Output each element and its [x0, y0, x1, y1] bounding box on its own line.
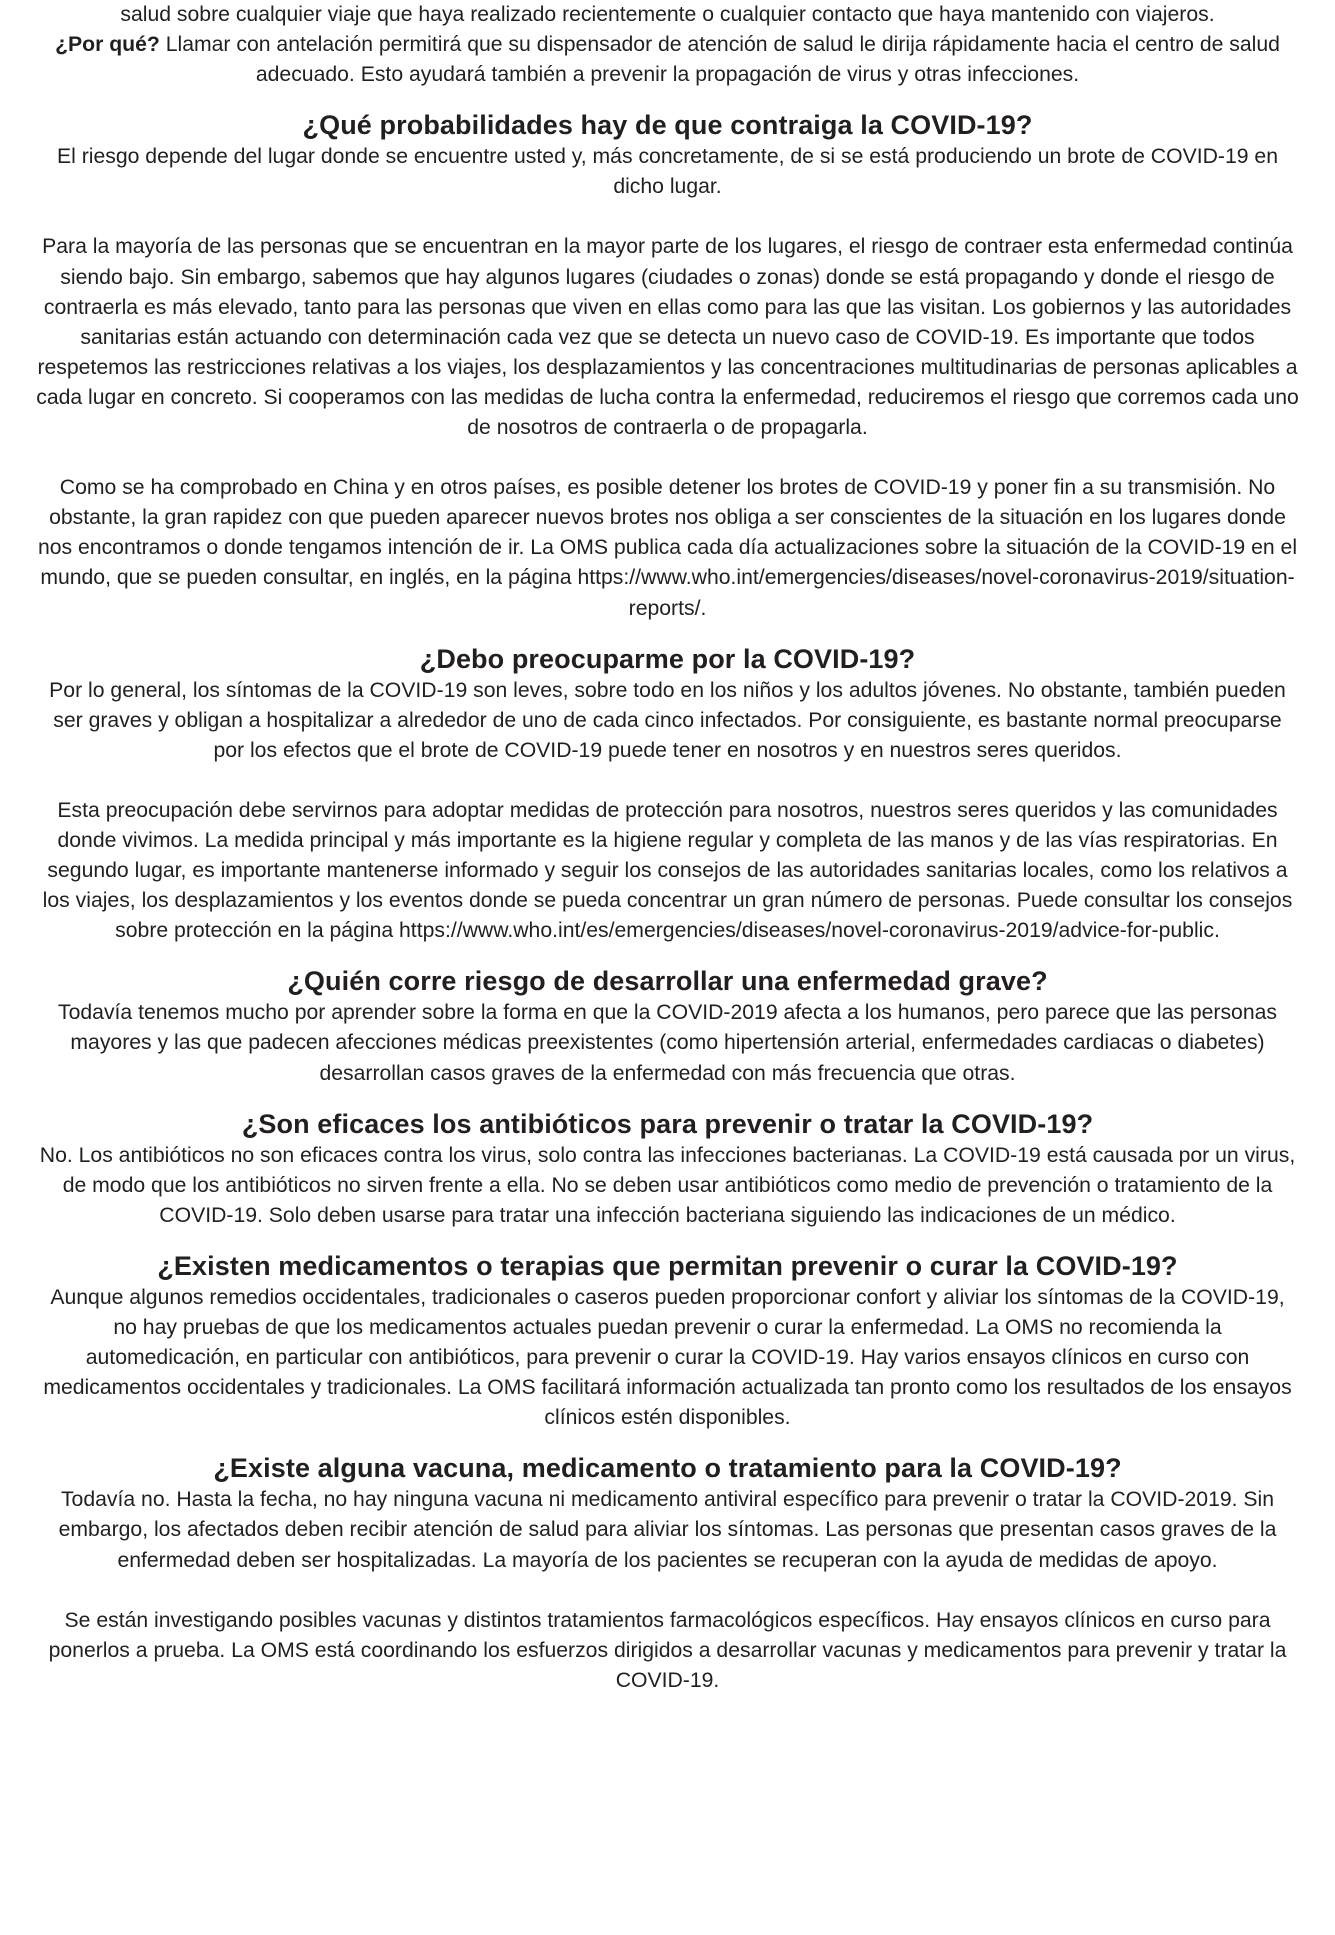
section-paragraph: Por lo general, los síntomas de la COVID-19 son leves, sobre todo en los niños y los adultos jóvenes. No obstante, también pueden ser graves y obligan a hospitalizar a alrededor de uno de cada cinco infectados. Por consiguiente, es bastante normal preocuparse por los efectos que el brote de COVID-19 puede tener en nosotros y en nuestros seres queridos. — [49, 678, 1286, 762]
section-paragraph: No. Los antibióticos no son eficaces contra los virus, solo contra las infecciones bacterianas. La COVID-19 está causada por un virus, de modo que los antibióticos no sirven frente a ella. No se deben usar antibióticos como medio de prevención o tratamiento de la COVID-19. Solo deben usarse para tratar una infección bacteriana siguiendo las indicaciones de un médico. — [39, 1143, 1296, 1227]
why-text: Llamar con antelación permitirá que su dispensador de atención de salud le dirija rápidamente hacia el centro de salud adecuado. Esto ayudará también a prevenir la propagación de virus y otras infecciones. — [159, 33, 1280, 87]
intro-line: salud sobre cualquier viaje que haya realizado recientemente o cualquier contacto que haya mantenido con viajeros. — [120, 3, 1215, 26]
section-heading: ¿Existen medicamentos o terapias que permitan prevenir o curar la COVID-19? — [157, 1250, 1178, 1281]
section-paragraph: Todavía tenemos mucho por aprender sobre la forma en que la COVID-2019 afecta a los humanos, pero parece que las personas mayores y las que padecen afecciones médicas preexistentes (como hipertensión arterial, enfermedades cardiacas o diabetes) desarrollan casos graves de la enfermedad con más frecuencia que otras. — [58, 1001, 1277, 1085]
section-heading: ¿Quién corre riesgo de desarrollar una enfermedad grave? — [287, 966, 1048, 997]
section-paragraph: Todavía no. Hasta la fecha, no hay ninguna vacuna ni medicamento antiviral específico para prevenir o tratar la COVID-2019. Sin embargo, los afectados deben recibir atención de salud para aliviar los síntomas. Las personas que presentan casos graves de la enfermedad deben ser hospitalizadas. La mayoría de los pacientes se recuperan con la ayuda de medidas de apoyo. — [58, 1488, 1277, 1572]
section-paragraph: Esta preocupación debe servirnos para adoptar medidas de protección para nosotros, nuestros seres queridos y las comunidades donde vivimos. La medida principal y más importante es la higiene regular y completa de las manos y de las vías respiratorias. En segundo lugar, es importante mantenerse informado y seguir los consejos de las autoridades sanitarias locales, como los relativos a los viajes, los desplazamientos y los eventos donde se pueda concentrar un gran número de personas. Puede consultar los consejos sobre protección en la página https://www.who.int/es/emergencies/diseases/novel-coronavirus-2019/advice-for-public. — [42, 798, 1293, 943]
intro-text — [36, 0, 1299, 90]
section-paragraph: Como se ha comprobado en China y en otros países, es posible detener los brotes de COVID-19 y poner fin a su transmisión. No obstante, la gran rapidez con que pueden aparecer nuevos brotes nos obliga a ser conscientes de la situación en los lugares donde nos encontramos o donde tengamos intención de ir. La OMS publica cada día actualizaciones sobre la situación de la COVID-19 en el mundo, que se pueden consultar, en inglés, en la página https://www.who.int/emergencies/diseases/novel-coronavirus-2019/situation-reports/. — [37, 476, 1298, 620]
section-heading: ¿Qué probabilidades hay de que contraiga la COVID-19? — [302, 110, 1033, 141]
section-vaccine-treatment — [36, 1451, 1299, 1696]
section-heading: ¿Son eficaces los antibióticos para prevenir o tratar la COVID-19? — [241, 1108, 1094, 1139]
why-label: ¿Por qué? — [55, 33, 160, 57]
section-risk-groups — [36, 964, 1299, 1088]
section-should-i-worry — [36, 642, 1299, 947]
section-heading: ¿Existe alguna vacuna, medicamento o tratamiento para la COVID-19? — [213, 1453, 1122, 1484]
document-page — [36, 0, 1299, 1696]
intro-block — [36, 0, 1299, 90]
section-heading: ¿Debo preocuparme por la COVID-19? — [419, 643, 916, 674]
section-paragraph: Se están investigando posibles vacunas y distintos tratamientos farmacológicos específicos. Hay ensayos clínicos en curso para ponerlos a prueba. La OMS está coordinando los esfuerzos dirigidos a desarrollar vacunas y medicamentos para prevenir y tratar la COVID-19. — [48, 1608, 1287, 1692]
section-paragraph: Aunque algunos remedios occidentales, tradicionales o caseros pueden proporcionar confort y aliviar los síntomas de la COVID-19, no hay pruebas de que los medicamentos actuales puedan prevenir o curar la enfermedad. La OMS no recomienda la automedicación, en particular con antibióticos, para prevenir o curar la COVID-19. Hay varios ensayos clínicos en curso con medicamentos occidentales y tradicionales. La OMS facilitará información actualizada tan pronto como los resultados de los ensayos clínicos estén disponibles. — [43, 1285, 1292, 1430]
section-medicines-therapies — [36, 1249, 1299, 1433]
section-covid-probability — [36, 108, 1299, 623]
section-paragraph: Para la mayoría de las personas que se encuentran en la mayor parte de los lugares, el riesgo de contraer esta enfermedad continúa siendo bajo. Sin embargo, sabemos que hay algunos lugares (ciudades o zonas) donde se está propagando y donde el riesgo de contraerla es más elevado, tanto para las personas que viven en ellas como para las que las visitan. Los gobiernos y las autoridades sanitarias están actuando con determinación cada vez que se detecta un nuevo caso de COVID-19. Es importante que todos respetemos las restricciones relativas a los viajes, los desplazamientos y las concentraciones multitudinarias de personas aplicables a cada lugar en concreto. Si cooperamos con las medidas de lucha contra la enfermedad, reduciremos el riesgo que corremos cada uno de nosotros de contraerla o de propagarla. — [36, 235, 1299, 440]
section-paragraph: El riesgo depende del lugar donde se encuentre usted y, más concretamente, de si se está produciendo un brote de COVID-19 en dicho lugar. — [56, 145, 1278, 199]
section-antibiotics — [36, 1107, 1299, 1231]
